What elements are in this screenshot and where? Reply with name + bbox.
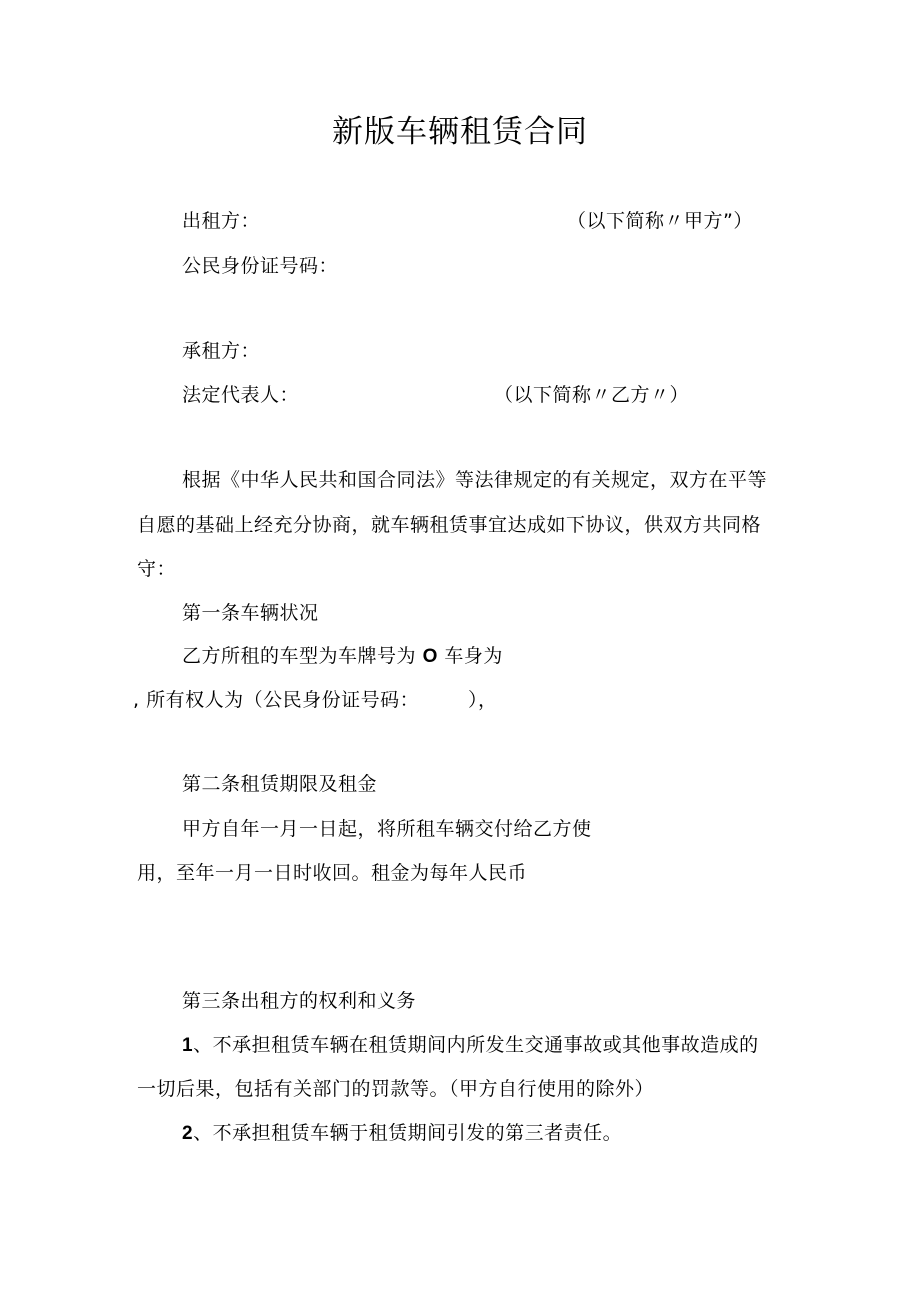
preamble-line-1: 根据《中华人民共和国合同法》等法律规定的有关规定，双方在平等 [182,469,768,491]
lessee-label: 承租方： [182,340,261,362]
lessor-label: 出租方： [182,210,261,232]
preamble-line-3: 守： [137,558,177,580]
document-title: 新版车辆租赁合同 [332,114,588,150]
article-3-item-1-text: 、不承担租赁车辆在租赁期间内所发生交通事故或其他事故造成的 [193,1034,759,1056]
article-2-line-2: 用，至年一月一日时收回。租金为每年人民币 [137,862,528,884]
article-1-line-2-end: ）， [468,689,498,711]
article-1-line-1-text-b: 车身为 [444,645,503,667]
lessor-note: （以下简称〃甲方”） [567,210,753,232]
article-2-line-1: 甲方自年一月一日起，将所租车辆交付给乙方使 [182,818,592,840]
legal-representative-label: 法定代表人： [182,384,300,406]
article-1-line-1 [182,644,503,669]
article-3-item-2-number: 2 [182,1123,194,1144]
lessee-note: （以下简称〃乙方〃） [494,384,690,406]
article-2-heading: 第二条租赁期限及租金 [182,773,378,795]
article-1-line-1-text-a: 乙方所租的车型为车牌号为 [182,645,417,667]
article-3-item-1-number: 1 [182,1035,194,1056]
article-3-item-2 [182,1121,622,1146]
article-3-item-1-continued: 一切后果，包括有关部门的罚款等。（甲方自行使用的除外） [137,1078,655,1100]
article-1-line-2: , 所有权人为（公民身份证号码： [133,689,420,711]
article-1-line-1-o: O [422,646,438,667]
lessor-id-label: 公民身份证号码： [182,255,339,277]
article-3-heading: 第三条出租方的权利和义务 [182,990,417,1012]
article-3-item-2-text: 、不承担租赁车辆于租赁期间引发的第三者责任。 [193,1122,623,1144]
article-1-heading: 第一条车辆状况 [182,602,319,624]
preamble-line-2: 自愿的基础上经充分协商，就车辆租赁事宜达成如下协议，供双方共同格 [137,514,762,536]
article-3-item-1 [182,1033,759,1058]
